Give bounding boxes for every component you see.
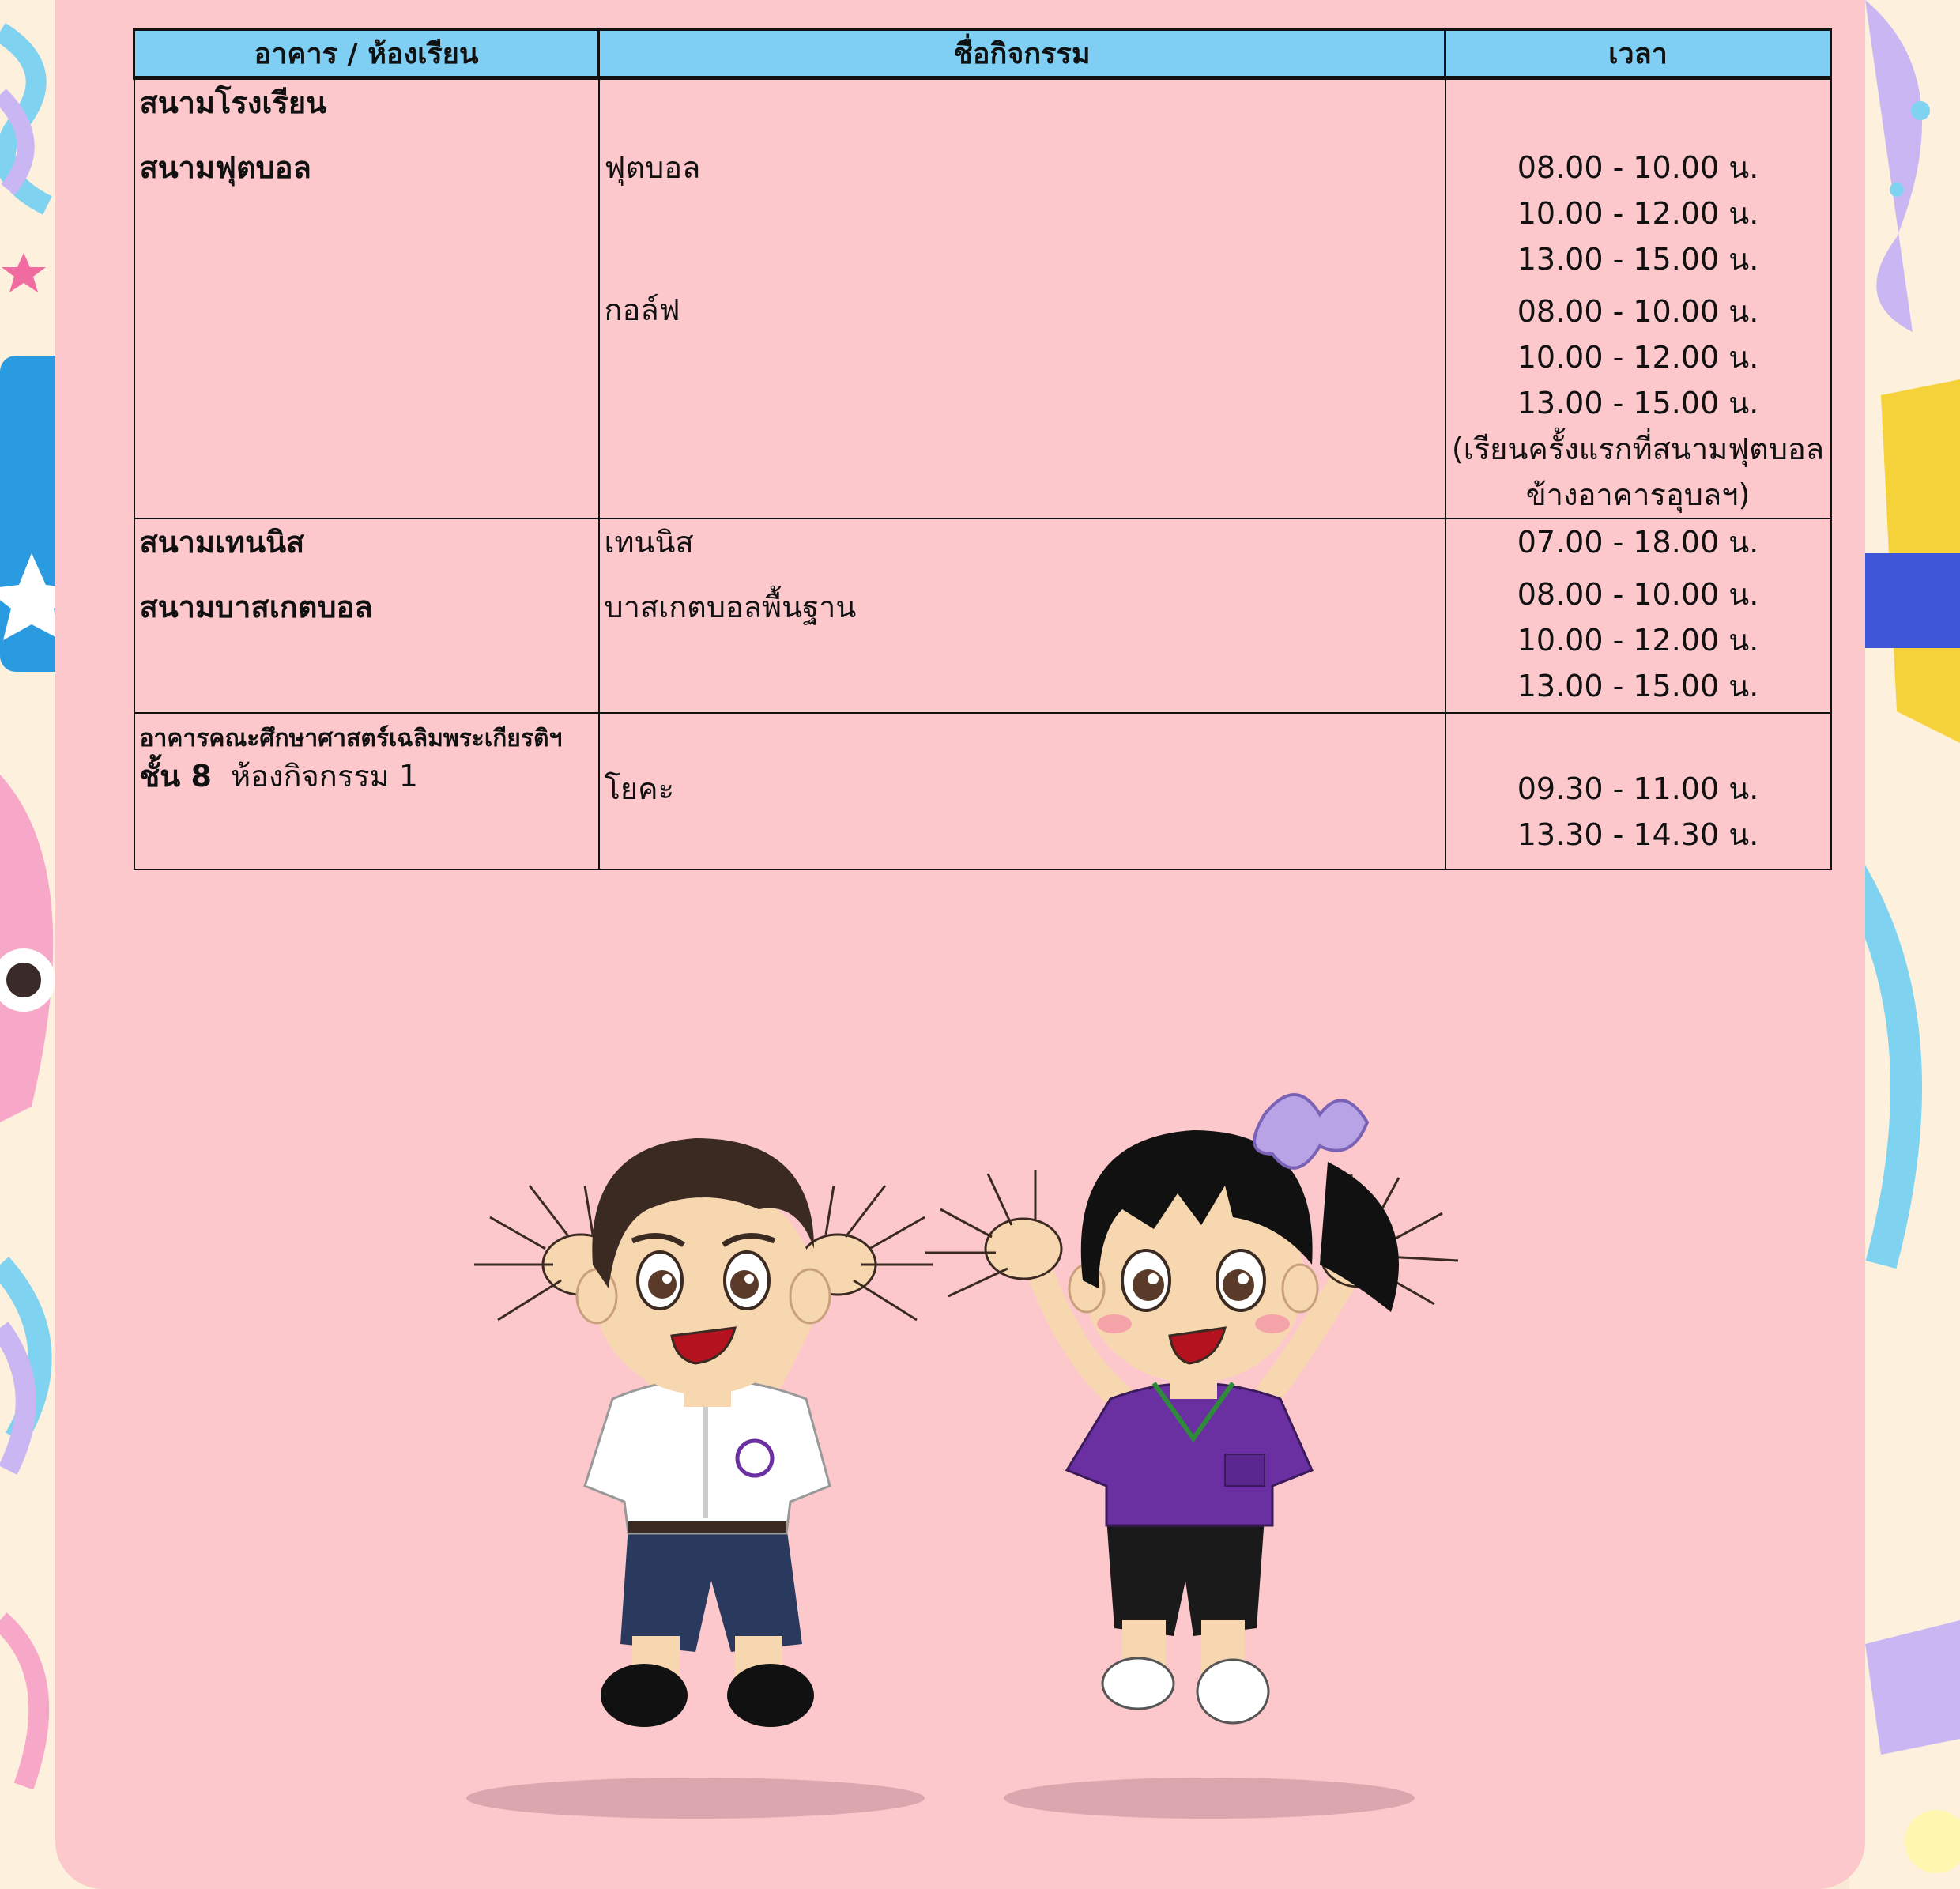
shadow — [466, 1778, 925, 1819]
time-slot: 10.00 - 12.00 น. — [1517, 196, 1759, 231]
badge-icon — [737, 1441, 772, 1476]
students-illustration — [443, 1027, 1517, 1834]
time-note: (เรียนครั้งแรกที่สนามฟุตบอล — [1451, 432, 1825, 466]
shadow — [1004, 1778, 1415, 1819]
right-decoration — [1849, 0, 1960, 1889]
building-cell — [134, 78, 599, 519]
activity-name: กอล์ฟ — [604, 292, 680, 327]
building-name: สนามบาสเกตบอล — [139, 590, 373, 624]
time-cell — [1446, 713, 1831, 869]
room-line — [135, 753, 598, 799]
time-slot: 08.00 - 10.00 น. — [1517, 150, 1759, 185]
table-row — [134, 518, 1831, 713]
time-slot: 09.30 - 11.00 น. — [1517, 771, 1759, 806]
building-name: สนามโรงเรียน — [139, 85, 327, 120]
table-row — [134, 713, 1831, 869]
activity-cell — [599, 78, 1446, 519]
time-note: ข้างอาคารอุบลฯ) — [1525, 477, 1751, 512]
activity-cell — [599, 713, 1446, 869]
activity-name: โยคะ — [604, 771, 675, 806]
time-cell — [1446, 78, 1831, 519]
table-row — [134, 78, 1831, 519]
time-cell — [1446, 518, 1831, 713]
room-label: ห้องกิจกรรม 1 — [231, 759, 418, 794]
time-slot: 13.30 - 14.30 น. — [1517, 817, 1759, 852]
activity-name: เทนนิส — [604, 525, 694, 560]
time-slot: 10.00 - 12.00 น. — [1517, 623, 1759, 658]
floor-label: ชั้น 8 — [139, 759, 212, 794]
building-name: สนามเทนนิส — [139, 525, 305, 560]
header-activity: ชื่อกิจกรรม — [599, 30, 1446, 78]
header-time: เวลา — [1446, 30, 1831, 78]
time-slot: 10.00 - 12.00 น. — [1517, 340, 1759, 375]
building-cell — [134, 518, 599, 713]
header-building: อาคาร / ห้องเรียน — [134, 30, 599, 78]
table-header-row — [134, 30, 1831, 78]
building-cell — [134, 713, 599, 869]
schedule-table — [133, 28, 1832, 870]
building-name: สนามฟุตบอล — [139, 150, 311, 185]
activity-name: ฟุตบอล — [604, 150, 701, 185]
time-slot: 13.00 - 15.00 น. — [1517, 669, 1759, 703]
time-slot: 08.00 - 10.00 น. — [1517, 294, 1759, 329]
girl-student-icon — [925, 1095, 1458, 1723]
time-slot: 08.00 - 10.00 น. — [1517, 577, 1759, 612]
time-slot: 07.00 - 18.00 น. — [1517, 525, 1759, 560]
activity-cell — [599, 518, 1446, 713]
time-slot: 13.00 - 15.00 น. — [1517, 386, 1759, 420]
time-slot: 13.00 - 15.00 น. — [1517, 242, 1759, 277]
building-name: อาคารคณะศึกษาศาสตร์เฉลิมพระเกียรติฯ — [139, 725, 563, 752]
boy-student-icon — [474, 1138, 933, 1727]
activity-name: บาสเกตบอลพื้นฐาน — [604, 590, 857, 624]
